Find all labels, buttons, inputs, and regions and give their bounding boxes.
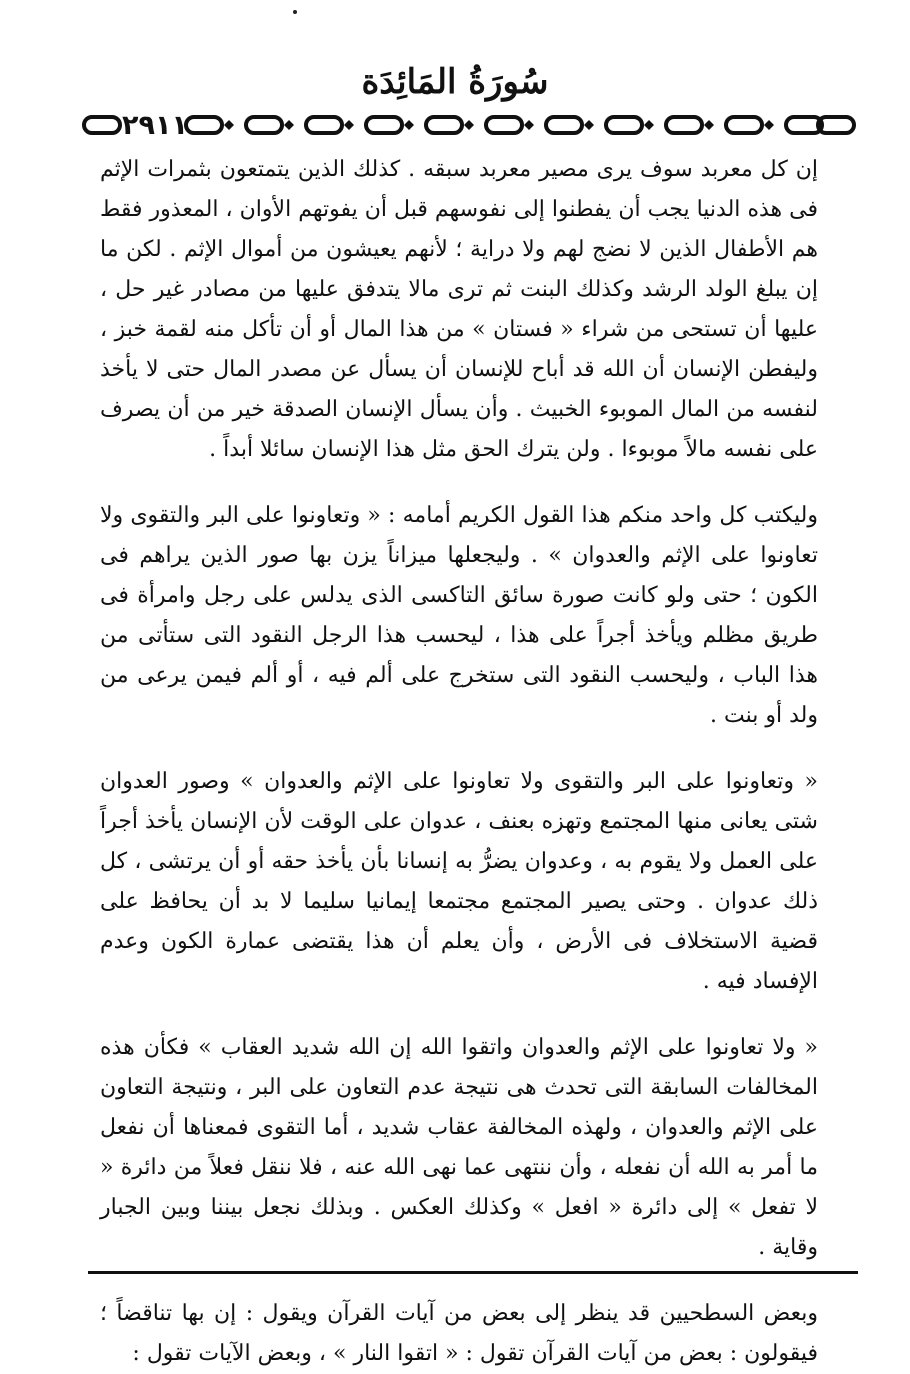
- chain-ornament-icon: [80, 110, 860, 140]
- footer-divider: [88, 1271, 858, 1274]
- paragraph: « ولا تعاونوا على الإثم والعدوان واتقوا الله إن الله شديد العقاب » فكأن هذه المخالفات السابقة التى تحدث هى نتيجة عدم التعاون على البر ، ونتيجة التعاون على الإثم والعدوان ، ولهذه المخالفة عقاب شديد ، أما التقوى فمعناها أن نفعل ما أمر به الله أن نفعله ، وأن ننتهى عما نهى الله عنه ، فلا ننقل فعلاً من دائرة « لا تفعل » إلى دائرة « افعل » وكذلك العكس . وبذلك نجعل بيننا وبين الجبار وقاية .: [100, 1035, 818, 1260]
- paragraph: وبعض السطحيين قد ينظر إلى بعض من آيات القرآن ويقول : إن بها تناقضاً ؛ فيقولون : بعض من آيات القرآن تقول : « اتقوا النار » ، وبعض الآيات تقول :: [100, 1301, 818, 1366]
- paragraph: « وتعاونوا على البر والتقوى ولا تعاونوا على الإثم والعدوان » وصور العدوان شتى يعانى منها المجتمع وتهزه بعنف ، عدوان على الوقت لأن الإنسان يأخذ أجراً على العمل ولا يقوم به ، وعدوان يضرُّ به إنسانا بأن يأخذ حقه أو أن يرتشى ، كل ذلك عدوان . وحتى يصير المجتمع مجتمعا إيمانيا سليما لا بد أن يحافظ على قضية الاستخلاف فى الأرض ، وأن يعلم أن هذا يقتضى عمارة الكون وعدم الإفساد فيه .: [100, 769, 818, 994]
- page-number: ٢٩١١: [122, 110, 188, 141]
- body-text: [100, 150, 818, 1374]
- paragraph: إن كل معربد سوف يرى مصير معربد سبقه . كذلك الذين يتمتعون بثمرات الإثم فى هذه الدنيا يجب أن يفطنوا إلى نفوسهم قبل أن يفوتهم الأوان ، المعذور فقط هم الأطفال الذين لا نضج لهم ولا دراية ؛ لأنهم يعيشون من أموال الإثم . لكن ما إن يبلغ الولد الرشد وكذلك البنت ثم ترى مالا يتدفق عليها من مصادر غير حل ، عليها أن تستحى من شراء « فستان » من هذا المال أو أن تأكل منه لقمة خبز ، وليفطن الإنسان أن الله قد أباح للإنسان أن يسأل عن مصدر المال حتى لا يأخذ لنفسه من المال الموبوء الخبيث . وأن يسأل الإنسان الصدقة خير من أن يصرف على نفسه مالاً موبوءا . ولن يترك الحق مثل هذا الإنسان سائلا أبداً .: [100, 157, 819, 462]
- page-speck: [293, 10, 297, 14]
- paragraph: وليكتب كل واحد منكم هذا القول الكريم أمامه : « وتعاونوا على البر والتقوى ولا تعاونوا على الإثم والعدوان » . وليجعلها ميزاناً يزن بها صور الذين يراهم فى الكون ؛ حتى ولو كانت صورة سائق التاكسى الذى يدلس على رجل وامرأة فى طريق مظلم ويأخذ أجراً على هذا ، ليحسب هذا الرجل النقود التى ستأتى من هذا الباب ، وليحسب النقود التى ستخرج على ألم فيه ، أو ألم فيمن يرعى من ولد أو بنت .: [100, 503, 818, 728]
- header-ornament-band: [80, 110, 860, 140]
- surah-title: سُورَةُ المَائِدَة: [361, 62, 549, 102]
